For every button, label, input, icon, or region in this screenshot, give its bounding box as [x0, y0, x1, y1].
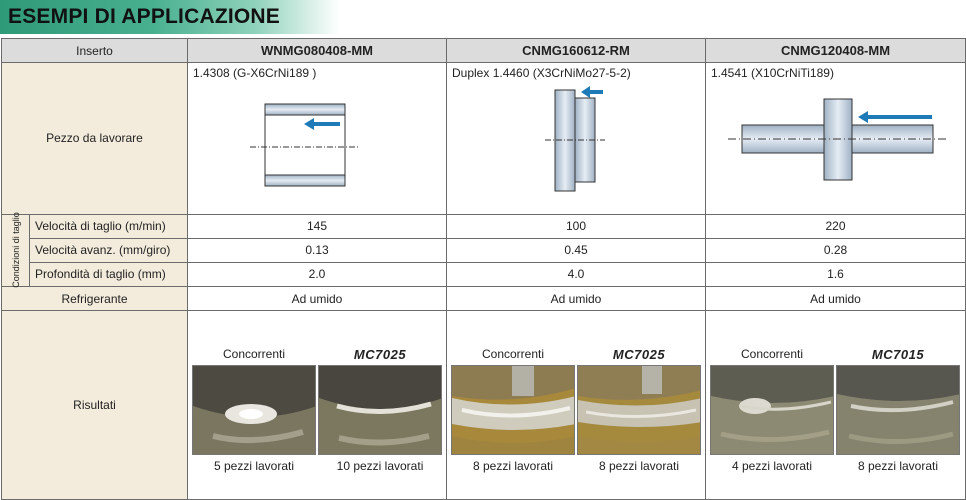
- competitor-label-3: Concorrenti: [740, 347, 804, 362]
- workpiece-cell-1: [188, 63, 447, 215]
- coolant-2: Ad umido: [447, 287, 706, 311]
- material-2: Duplex 1.4460 (X3CrNiMo27-5-2): [452, 66, 631, 81]
- brand-result-3: 8 pezzi lavorati: [857, 459, 939, 474]
- results-row: [2, 311, 966, 500]
- cutting-speed-1: 145: [188, 214, 447, 238]
- results-cell-3: [706, 311, 966, 500]
- brand-label-3: MC7015: [871, 347, 925, 363]
- wear-photo-brand-2: [577, 365, 701, 455]
- competitor-result-1: 5 pezzi lavorati: [213, 459, 295, 474]
- workpiece-cell-3: [706, 63, 966, 215]
- competitor-label-1: Concorrenti: [222, 347, 286, 362]
- feed-label: Velocità avanz. (mm/giro): [30, 238, 188, 262]
- wear-photo-competitor-1: [192, 365, 316, 455]
- tube-workpiece-diagram: [188, 63, 447, 214]
- brand-result-1: 10 pezzi lavorati: [336, 459, 424, 474]
- depth-2: 4.0: [447, 262, 706, 286]
- disc-workpiece-diagram: [447, 63, 706, 214]
- depth-3: 1.6: [706, 262, 966, 286]
- cutting-speed-row: [2, 214, 966, 238]
- competitor-result-3: 4 pezzi lavorati: [731, 459, 813, 474]
- brand-label-2: MC7025: [612, 347, 666, 363]
- shaft-workpiece-diagram: [706, 63, 966, 214]
- insert-name-1: WNMG080408-MM: [188, 39, 447, 63]
- cutting-speed-3: 220: [706, 214, 966, 238]
- feed-2: 0.45: [447, 238, 706, 262]
- depth-row: [2, 262, 966, 286]
- feed-3: 0.28: [706, 238, 966, 262]
- coolant-1: Ad umido: [188, 287, 447, 311]
- results-cell-2: [447, 311, 706, 500]
- material-3: 1.4541 (X10CrNiTi189): [711, 66, 834, 81]
- wear-photo-competitor-2: [451, 365, 575, 455]
- header-row: [2, 39, 966, 63]
- insert-name-3: CNMG120408-MM: [706, 39, 966, 63]
- application-table: [1, 38, 966, 500]
- wear-photo-brand-1: [318, 365, 442, 455]
- coolant-3: Ad umido: [706, 287, 966, 311]
- material-1: 1.4308 (G-X6CrNi189 ): [193, 66, 317, 81]
- competitor-label-2: Concorrenti: [481, 347, 545, 362]
- wear-photo-brand-3: [836, 365, 960, 455]
- cutting-conditions-group: [2, 212, 30, 289]
- cutting-conditions-label: Condizioni di taglio: [10, 212, 21, 289]
- cutting-speed-label: Velocità di taglio (m/min): [30, 214, 188, 238]
- page-title: ESEMPI DI APPLICAZIONE: [8, 5, 280, 28]
- results-cell-1: [188, 311, 447, 500]
- coolant-label: Refrigerante: [2, 287, 188, 311]
- feed-1: 0.13: [188, 238, 447, 262]
- cutting-speed-2: 100: [447, 214, 706, 238]
- feed-row: [2, 238, 966, 262]
- workpiece-row: [2, 63, 966, 215]
- results-label: Risultati: [2, 311, 188, 500]
- wear-photo-competitor-3: [710, 365, 834, 455]
- depth-1: 2.0: [188, 262, 447, 286]
- insert-header: Inserto: [2, 39, 188, 63]
- coolant-row: [2, 287, 966, 311]
- competitor-result-2: 8 pezzi lavorati: [472, 459, 554, 474]
- workpiece-label: Pezzo da lavorare: [2, 63, 188, 215]
- brand-label-1: MC7025: [353, 347, 407, 363]
- workpiece-cell-2: [447, 63, 706, 215]
- depth-label: Profondità di taglio (mm): [30, 262, 188, 286]
- brand-result-2: 8 pezzi lavorati: [598, 459, 680, 474]
- insert-name-2: CNMG160612-RM: [447, 39, 706, 63]
